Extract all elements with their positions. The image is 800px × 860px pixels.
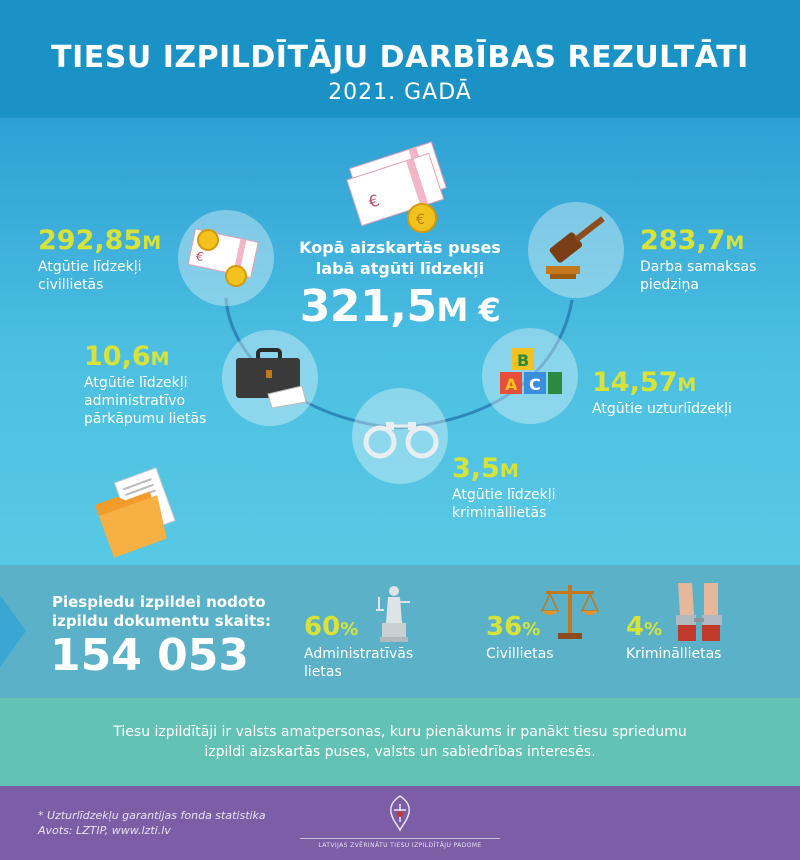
share-civil-label-1: Civillietas xyxy=(486,646,554,662)
stat-wages-label-2: piedziņa xyxy=(640,277,699,293)
council-emblem-icon xyxy=(384,794,416,832)
stat-admin-label-2: administratīvo xyxy=(84,393,186,409)
svg-text:€: € xyxy=(194,248,205,265)
stat-admin xyxy=(84,342,206,428)
share-criminal xyxy=(626,612,721,663)
documents-label xyxy=(52,593,271,631)
documents-label-2: izpildu dokumentu skaits: xyxy=(52,612,272,630)
total-unit: M € xyxy=(436,291,501,329)
briefcase-icon xyxy=(232,344,308,410)
svg-text:€: € xyxy=(416,212,425,228)
stat-civil xyxy=(38,226,161,294)
abc-blocks-icon xyxy=(494,344,570,404)
share-admin-value: 60 xyxy=(304,612,341,642)
svg-text:C: C xyxy=(529,375,541,394)
stat-civil-unit: M xyxy=(142,232,162,254)
stat-civil-label-1: Atgūtie līdzekļi xyxy=(38,259,142,275)
stat-admin-label-3: pārkāpumu lietās xyxy=(84,411,207,427)
stat-admin-value: 10,6 xyxy=(84,341,151,372)
total-recovered xyxy=(288,237,512,338)
share-criminal-label-1: Krimināllietas xyxy=(626,646,722,662)
svg-text:B: B xyxy=(517,351,530,370)
stat-alimony-label-1: Atgūtie uzturlīdzekļi xyxy=(592,401,732,417)
documents-count: 154 053 xyxy=(50,630,250,681)
total-value: 321,5 xyxy=(299,281,437,332)
share-admin xyxy=(304,612,413,681)
share-civil-unit: % xyxy=(522,619,541,640)
stat-civil-value: 292,85 xyxy=(38,225,143,256)
svg-text:A: A xyxy=(505,375,518,394)
footer xyxy=(0,786,800,860)
footer-source-2: Avots: LZTIP, www.lzti.lv xyxy=(38,824,171,837)
share-admin-label-2: lietas xyxy=(304,664,342,680)
total-label-2: labā atgūti līdzekļi xyxy=(315,259,485,278)
share-criminal-unit: % xyxy=(644,619,663,640)
band-arrow xyxy=(0,595,26,667)
stat-criminal xyxy=(452,454,556,522)
stat-admin-label-1: Atgūtie līdzekļi xyxy=(84,375,188,391)
stat-alimony xyxy=(592,368,732,418)
banknotes-coin-icon xyxy=(340,140,460,235)
total-label-1: Kopā aizskartās puses xyxy=(299,238,501,257)
folder-documents-icon xyxy=(90,468,190,556)
handcuffs-icon xyxy=(360,408,442,464)
money-icon xyxy=(180,226,272,292)
page-title: TIESU IZPILDĪTĀJU DARBĪBAS REZULTĀTI xyxy=(51,40,749,75)
stat-criminal-label-1: Atgūtie līdzekļi xyxy=(452,487,556,503)
info-note xyxy=(0,698,800,786)
documents-label-1: Piespiedu izpildei nodoto xyxy=(52,593,266,611)
stat-wages-unit: M xyxy=(725,232,745,254)
stat-admin-unit: M xyxy=(150,348,170,370)
share-civil-value: 36 xyxy=(486,612,523,642)
stat-criminal-value: 3,5 xyxy=(452,453,500,484)
footer-source-1: * Uzturlīdzekļu garantijas fonda statistika xyxy=(38,809,266,822)
share-criminal-value: 4 xyxy=(626,612,645,642)
page-subtitle: 2021. GADĀ xyxy=(328,80,472,105)
stat-wages-label-1: Darba samaksas xyxy=(640,259,757,275)
footer-organization: LATVIJAS ZVĒRINĀTU TIESU IZPILDĪTĀJU PADOME xyxy=(300,838,500,849)
gavel-icon xyxy=(542,222,614,284)
stat-criminal-label-2: krimināllietās xyxy=(452,505,547,521)
stat-wages xyxy=(640,226,756,294)
stat-alimony-value: 14,57 xyxy=(592,367,678,398)
stat-criminal-unit: M xyxy=(499,460,519,482)
footer-sources xyxy=(38,808,266,838)
info-note-text: Tiesu izpildītāji ir valsts amatpersonas, kuru pienākums ir panākt tiesu spriedumu izpildi aizskartās puses, valsts un sabiedrības interesēs. xyxy=(113,724,687,760)
stat-wages-value: 283,7 xyxy=(640,225,726,256)
share-civil xyxy=(486,612,553,663)
svg-text:€: € xyxy=(366,190,382,212)
stat-civil-label-2: civillietās xyxy=(38,277,104,293)
share-admin-unit: % xyxy=(340,619,359,640)
stat-alimony-unit: M xyxy=(677,374,697,396)
share-admin-label-1: Administratīvās xyxy=(304,646,414,662)
